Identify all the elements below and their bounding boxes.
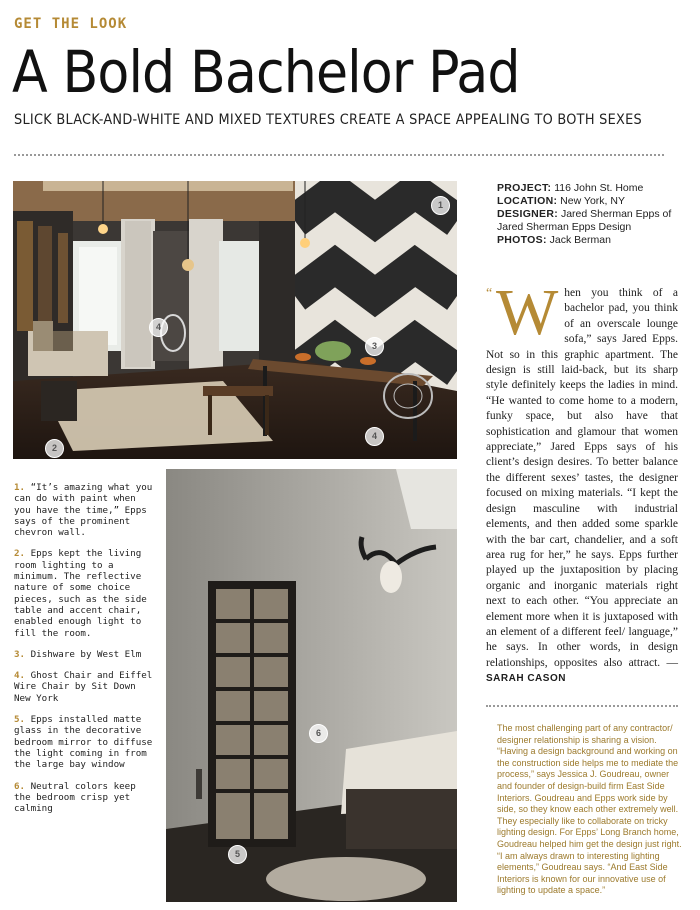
caption-2 — [14, 548, 154, 638]
kicker: GET THE LOOK — [14, 16, 128, 32]
sidebar-text: The most challenging part of any contractor/ designer relationship is sharing a vision. “Having a design background and working on the construction side helps me to mediate the process,” says Jessica J. Goudreau, owner and founder of design-build firm East Side Interiors. Goudreau and Epps work side by side, so they know each other extremely well. They especially like to collaborate on tricky lighting design. For Epps’ Long Branch home, Goudreau helped him get the design just right. “I am always drawn to interesting lighting elements,” Goudreau says. “And East Side Interiors is known for our innovative use of lighting to update a space.” — [497, 723, 682, 896]
living-room-photo — [13, 181, 457, 459]
caption-text: Dishware by West Elm — [30, 648, 142, 660]
bedroom-illustration — [166, 469, 457, 902]
photo-marker-5: 5 — [228, 845, 247, 864]
location-value: New York, NY — [560, 195, 625, 207]
caption-5 — [14, 714, 154, 770]
byline: SARAH CASON — [486, 673, 566, 685]
subtitle: SLICK BLACK-AND-WHITE AND MIXED TEXTURES CREATE A SPACE APPEALING TO BOTH SEXES — [14, 112, 643, 128]
article-body — [486, 276, 678, 687]
caption-6 — [14, 781, 154, 815]
caption-text: Ghost Chair and Eiffel Wire Chair by Sit Down New York — [14, 670, 153, 704]
photo-marker-3: 3 — [365, 337, 384, 356]
caption-text: “It’s amazing what you can do with paint when you have the time,” Epps says of the prominent chevron wall. — [14, 482, 153, 539]
caption-4 — [14, 670, 154, 704]
captions — [14, 482, 154, 824]
divider-top — [14, 154, 664, 156]
photos-value: Jack Berman — [549, 234, 611, 246]
designer-value: Jared Sherman Epps of Jared Sherman Epps Design — [497, 208, 672, 233]
photos-label: PHOTOS: — [497, 234, 547, 246]
designer-label: DESIGNER: — [497, 208, 559, 220]
caption-number: 2. — [14, 548, 26, 560]
article-text: hen you think of a bachelor pad, you think of an overscale lounge sofa,” says Jared Epps. Not so in this graphic apartment. The design is still laid-back, but its sharp style definitely keeps the ladies in mind. “He wanted to come home to a modern, funky space, but also have that sophistication and glamour that women appreciate,” Jared Epps says of his client’s design desires. To better balance the different sexes’ tastes, the designer focused on mixing materials. “I kept the design masculine with industrial elements, and then added some sparkle with the bar cart, chandelier, and a soft area rug for her,” he says. Epps further played up the juxtaposition by placing organic and inorganic materials right next to each other. “You appreciate an element more when it is juxtaposed with an element of a different feel/ language,” he says. In other words, in design relationships, opposites also attract. — — [486, 287, 678, 669]
open-quote: “ — [486, 286, 493, 301]
caption-3 — [14, 649, 154, 660]
drop-cap: W — [496, 276, 559, 349]
project-label: PROJECT: — [497, 182, 552, 194]
caption-number: 5. — [14, 714, 26, 726]
caption-number: 6. — [14, 780, 26, 792]
divider-sidebar — [486, 705, 678, 707]
caption-text: Epps kept the living room lighting to a minimum. The reflective nature of some choice pieces, such as the side table and accent chair, enabled enough light to fill the room. — [14, 548, 147, 639]
location-label: LOCATION: — [497, 195, 558, 207]
project-value: 116 John St. Home — [554, 182, 644, 194]
page-title: A Bold Bachelor Pad — [12, 38, 520, 106]
photo-marker-4a: 4 — [149, 318, 168, 337]
caption-number: 4. — [14, 670, 26, 682]
bedroom-photo — [166, 469, 457, 902]
caption-number: 1. — [14, 482, 26, 493]
photo-marker-2: 2 — [45, 439, 64, 458]
photo-marker-6: 6 — [309, 724, 328, 743]
project-info — [497, 182, 677, 247]
caption-text: Epps installed matte glass in the decorative bedroom mirror to diffuse the light coming in from the large bay window — [14, 714, 153, 771]
photo-marker-4b: 4 — [365, 427, 384, 446]
caption-text: Neutral colors keep the bedroom crisp yet calming — [14, 780, 136, 815]
living-room-illustration — [13, 181, 457, 459]
caption-1 — [14, 482, 154, 538]
caption-number: 3. — [14, 648, 26, 660]
photo-marker-1: 1 — [431, 196, 450, 215]
